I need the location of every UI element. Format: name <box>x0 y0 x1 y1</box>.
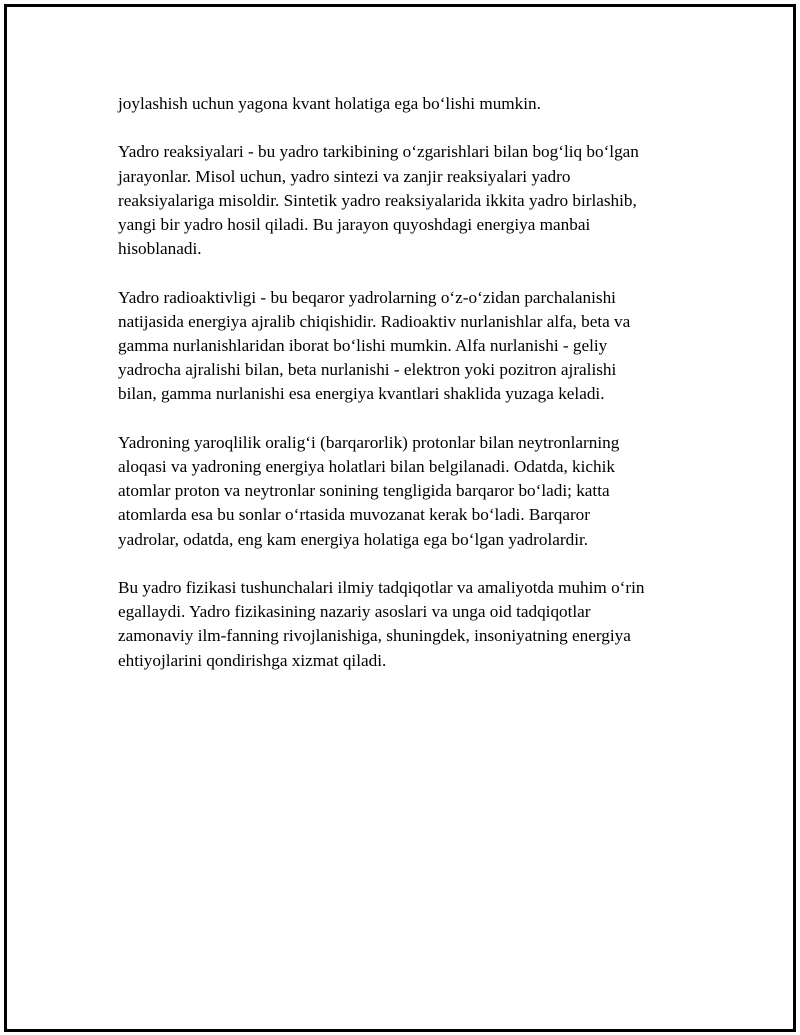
document-body <box>118 92 698 697</box>
paragraph-conclusion: Bu yadro fizikasi tushunchalari ilmiy tadqiqotlar va amaliyotda muhim o‘rin egallaydi. Yadro fizikasining nazariy asoslari va unga oid tadqiqotlar zamonaviy ilm-fanning rivojlanishiga, shuningdek, insoniyatning energiya ehtiyojlarini qondirishga xizmat qiladi. <box>118 578 645 670</box>
paragraph-continuation: joylashish uchun yagona kvant holatiga ega bo‘lishi mumkin. <box>118 94 541 113</box>
paragraph-nuclear-reactions: Yadro reaksiyalari - bu yadro tarkibining o‘zgarishlari bilan bog‘liq bo‘lgan jarayonlar. Misol uchun, yadro sintezi va zanjir reaksiyalari yadro reaksiyalariga misoldir. Sintetik yadro reaksiyalarida ikkita yadro birlashib, yangi bir yadro hosil qiladi. Bu jarayon quyoshdagi energiya manbai hisoblanadi. <box>118 142 639 259</box>
paragraph-radioactivity: Yadro radioaktivligi - bu beqaror yadrolarning o‘z-o‘zidan parchalanishi natijasida energiya ajralib chiqishidir. Radioaktiv nurlanishlar alfa, beta va gamma nurlanishlaridan iborat bo‘lishi mumkin. Alfa nurlanishi - geliy yadrocha ajralishi bilan, beta nurlanishi - elektron yoki pozitron ajralishi bilan, gamma nurlanishi esa energiya kvantlari shaklida yuzaga keladi. <box>118 287 631 404</box>
paragraph-stability: Yadroning yaroqlilik oralig‘i (barqarorlik) protonlar bilan neytronlarning aloqasi va yadroning energiya holatlari bilan belgilanadi. Odatda, kichik atomlar proton va neytronlar sonining tengligida barqaror bo‘ladi; katta atomlarda esa bu sonlar o‘rtasida muvozanat kerak bo‘ladi. Barqaror yadrolar, odatda, eng kam energiya holatiga ega bo‘lgan yadrolardir. <box>118 432 620 549</box>
